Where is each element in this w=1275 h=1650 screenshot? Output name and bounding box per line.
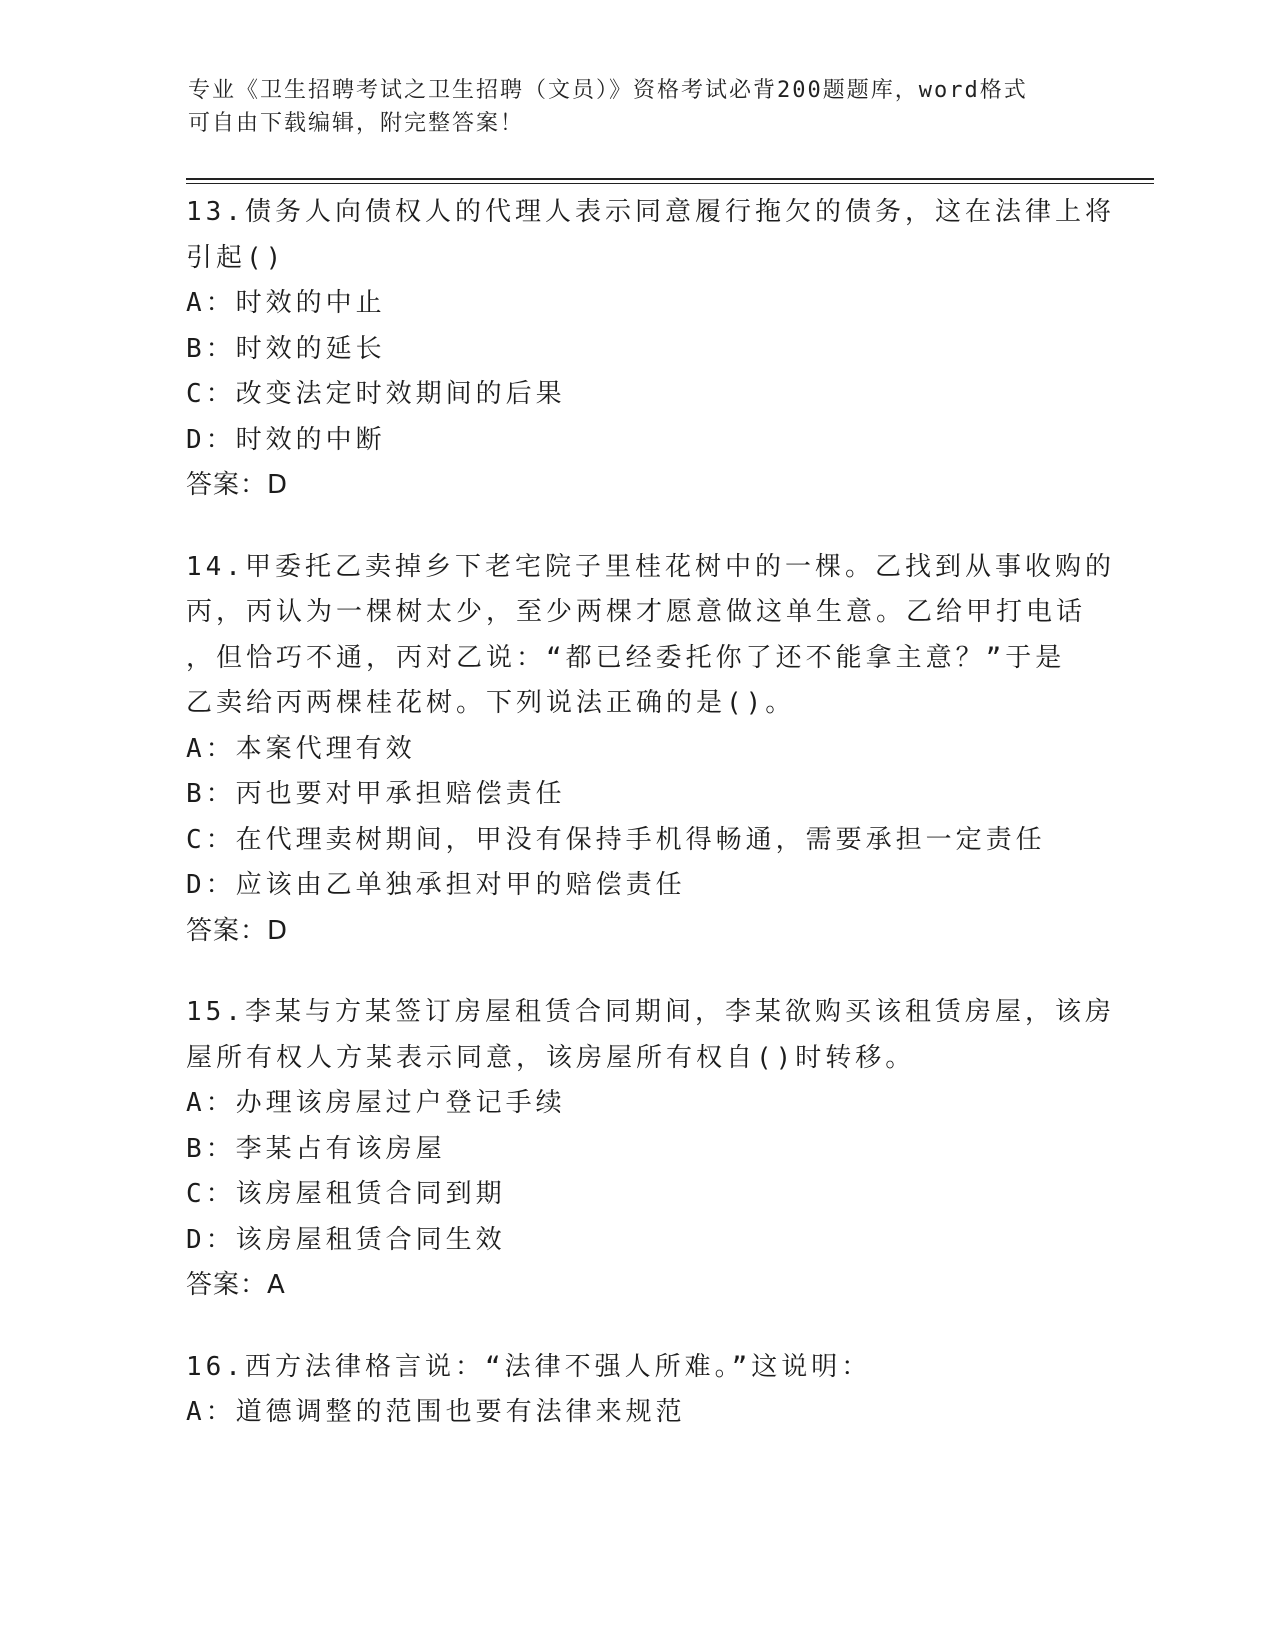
stem-line: ，但恰巧不通，丙对乙说：“都已经委托你了还不能拿主意？”于是	[186, 642, 1066, 673]
answer-label: 答案：D	[186, 915, 289, 946]
option-a: A：办理该房屋过户登记手续	[186, 1088, 566, 1118]
option-c: C：在代理卖树期间，甲没有保持手机得畅通，需要承担一定责任	[186, 824, 1046, 855]
header-divider-thin	[186, 183, 1154, 184]
stem-line: 13.债务人向债权人的代理人表示同意履行拖欠的债务，这在法律上将	[186, 197, 1115, 227]
option-a: A：本案代理有效	[186, 733, 416, 764]
option-c: C：该房屋租赁合同到期	[186, 1179, 506, 1209]
stem-line: 16.西方法律格言说：“法律不强人所难。”这说明：	[186, 1351, 872, 1382]
question-list	[186, 190, 1115, 1472]
question-16	[186, 1345, 1086, 1436]
stem-line: 丙，丙认为一棵树太少，至少两棵才愿意做这单生意。乙给甲打电话	[186, 597, 1087, 627]
option-a: A：道德调整的范围也要有法律来规范	[186, 1397, 686, 1427]
answer-label: 答案：A	[186, 1270, 286, 1300]
answer-label: 答案：D	[186, 470, 289, 500]
header-divider-thick	[186, 178, 1154, 180]
option-b: B：李某占有该房屋	[186, 1133, 446, 1164]
stem-line: 乙卖给丙两棵桂花树。下列说法正确的是()。	[186, 688, 796, 718]
stem-line: 15.李某与方某签订房屋租赁合同期间，李某欲购买该租赁房屋，该房	[186, 997, 1115, 1027]
option-d: D：时效的中断	[186, 424, 386, 455]
question-14	[186, 545, 1115, 955]
header-line-2: 可自由下载编辑，附完整答案！	[188, 111, 525, 136]
option-b: B：时效的延长	[186, 333, 386, 364]
document-header	[188, 74, 1068, 140]
question-stem	[186, 190, 1115, 281]
option-d: D：该房屋租赁合同生效	[186, 1224, 506, 1255]
question-stem	[186, 1345, 1086, 1391]
option-a: A：时效的中止	[186, 288, 386, 318]
stem-line: 屋所有权人方某表示同意，该房屋所有权自()时转移。	[186, 1042, 916, 1073]
header-line-1: 专业《卫生招聘考试之卫生招聘（文员）》资格考试必背200题题库，word格式	[188, 78, 1028, 103]
stem-line: 引起()	[186, 242, 286, 273]
question-15	[186, 990, 1115, 1309]
option-d: D：应该由乙单独承担对甲的赔偿责任	[186, 870, 686, 900]
stem-line: 14.甲委托乙卖掉乡下老宅院子里桂花树中的一棵。乙找到从事收购的	[186, 551, 1115, 582]
option-b: B：丙也要对甲承担赔偿责任	[186, 779, 566, 809]
option-c: C：改变法定时效期间的后果	[186, 379, 566, 409]
question-13	[186, 190, 1115, 509]
question-stem	[186, 990, 1115, 1081]
question-stem	[186, 545, 1115, 727]
